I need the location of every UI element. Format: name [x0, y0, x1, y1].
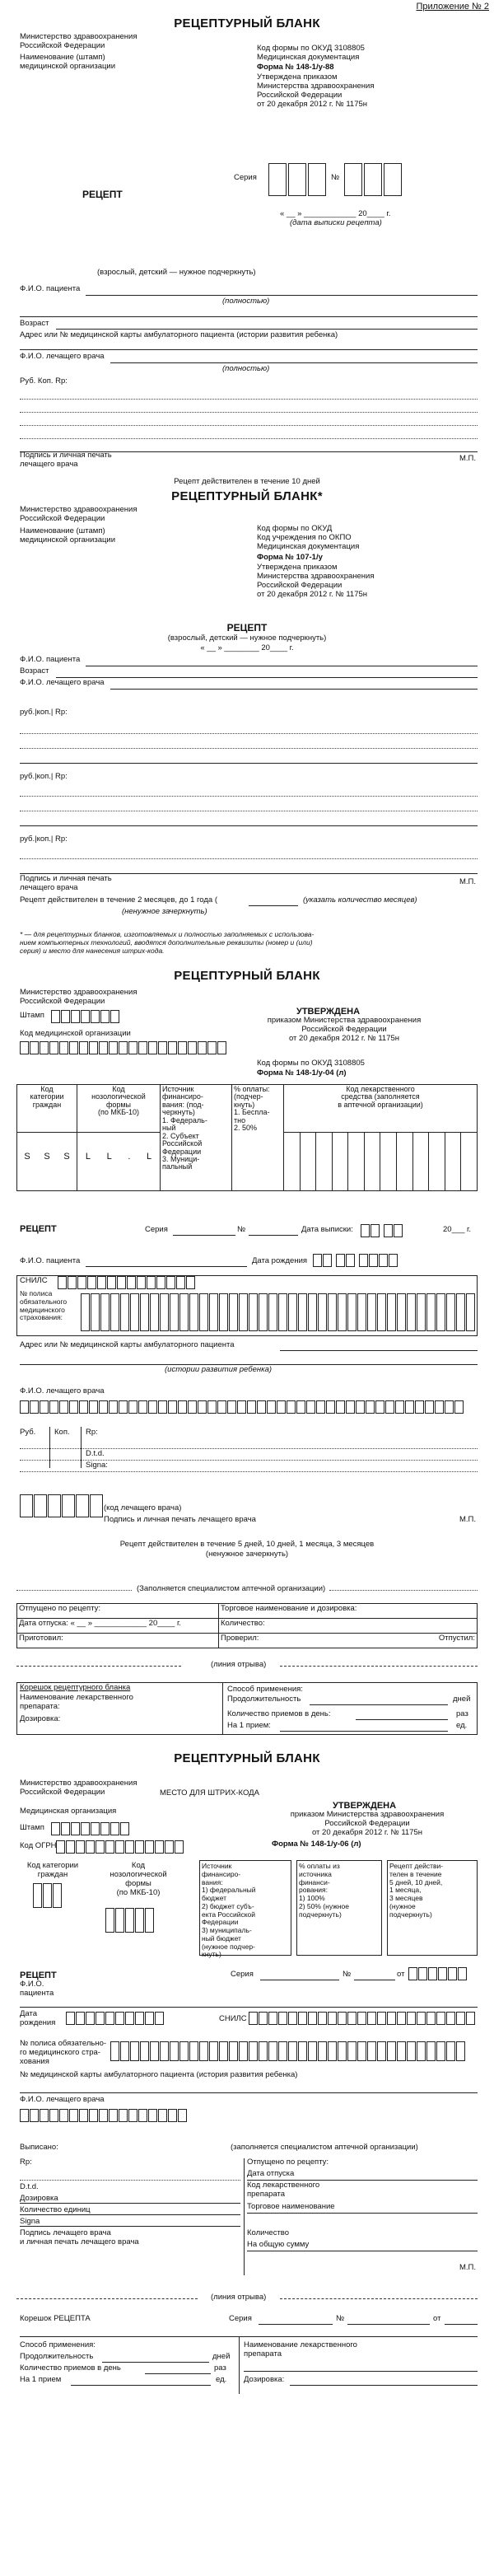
form4-date-cells[interactable] [408, 1967, 468, 1980]
form4-doctor-cells[interactable] [20, 2109, 188, 2122]
form1-number-cell[interactable] [364, 163, 382, 196]
form1-address-line[interactable] [20, 349, 478, 350]
form3-address-line[interactable] [280, 1350, 478, 1351]
form4-units: Количество единиц [20, 2205, 91, 2214]
form3-stamp-label: Штамп [20, 1011, 44, 1020]
form4-rp-line [20, 2214, 240, 2215]
form3-policy-cells[interactable] [81, 1293, 476, 1331]
form2-stamp: Наименование (штамп) медицинской организации [20, 526, 116, 545]
form3-doctor-cells[interactable] [20, 1400, 464, 1414]
form3-letter: L [147, 1152, 152, 1162]
form3-letter: S [44, 1152, 50, 1162]
form3-stub-drug: Наименование лекарственного препарата: [20, 1693, 133, 1711]
form4-stub-duration-line[interactable] [102, 2362, 209, 2363]
form2-footnote: * — для рецептурных бланков, изготовляемых и полностью заполняемых с использова- нием компьютерных технологий, вводятся дополнительные реквизиты (номер и (или) серия) и место для нанесения штрих-кода. [20, 930, 315, 955]
form1-date-hint: (дата выписки рецепта) [290, 218, 382, 227]
form3-released[interactable]: Отпущено по рецепту: [17, 1604, 219, 1619]
form1-approved: Утверждена приказом Министерства здравоохранения Российской Федерации от 20 декабря 2012 г. № 1175н [257, 72, 375, 109]
form3-dtd: D.t.d. [86, 1449, 105, 1458]
form3-cut-line [16, 1666, 181, 1667]
form3-cut-line [280, 1666, 478, 1667]
form2-rp-line [20, 733, 478, 734]
form3-doc-code-label: (код лечащего врача) [104, 1503, 182, 1512]
form3-ed: ед. [456, 1721, 468, 1730]
form4-card-line[interactable] [20, 2092, 478, 2093]
form4-rp-line [20, 2180, 240, 2181]
form4-pharmacy-line [247, 2180, 478, 2181]
form4-stub-per-day: Количество приемов в день [20, 2363, 121, 2373]
form3-release-date[interactable]: Дата отпуска: « __ » ____________ 20____ г. [17, 1619, 219, 1634]
form3-issue-date-cells[interactable] [361, 1224, 403, 1237]
form3-trade[interactable]: Торговое наименование и дозировка: [219, 1604, 478, 1619]
form4-stub-divider [239, 2336, 240, 2394]
form3-strike: (ненужное зачеркнуть) [205, 1550, 289, 1559]
form4-doc-sign: Подпись лечащего врача и личная печать лечащего врача [20, 2228, 139, 2246]
form1-age-label: Возраст [20, 319, 49, 328]
form1-series-label: Серия [234, 173, 257, 182]
form3-letter: L [85, 1152, 91, 1162]
form3-letter: S [24, 1152, 30, 1162]
form3-letter: S [63, 1152, 70, 1162]
form1-rp-line [20, 425, 478, 426]
form1-address-label: Адрес или № медицинской карты амбулаторного пациента (истории развития ребенка) [20, 330, 338, 339]
form4-stub-from: от [433, 2314, 441, 2323]
form3-org-code-cells[interactable] [20, 1041, 227, 1054]
form4-stub-dose-line[interactable] [290, 2385, 478, 2386]
form4-stub-method: Способ применения: [20, 2340, 96, 2349]
form4-rp: Rp: [20, 2158, 32, 2167]
form4-approved: приказом Министерства здравоохранения Российской Федерации от 20 декабря 2012 г. № 1175н [290, 1810, 445, 1837]
form3-qty[interactable]: Количество: [219, 1619, 478, 1634]
form3-prepared[interactable]: Приготовил: [17, 1634, 219, 1648]
form4-stub-days: дней [212, 2352, 231, 2361]
form3-rp-line [20, 1471, 478, 1472]
form4-pharmacy-label: (заполняется специалистом аптечной организации) [231, 2143, 418, 2152]
form3-duration-line[interactable] [310, 1704, 448, 1705]
form4-release-date: Дата отпуска [247, 2169, 295, 2178]
form2-form-number: Форма № 107-1/у [257, 553, 323, 562]
form4-org-label: Медицинская организация [20, 1807, 117, 1816]
form2-signature: Подпись и личная печать лечащего врача [20, 874, 112, 892]
form2-strike: (ненужное зачеркнуть) [122, 907, 207, 916]
form3-signa: Signa: [86, 1461, 108, 1470]
form2-rub2: руб.|коп.| Rp: [20, 772, 68, 781]
form3-birth-cells[interactable] [313, 1254, 398, 1267]
form3-pharmacy-divider [16, 1590, 132, 1591]
form4-fio-label: Ф.И.О. пациента [20, 1980, 54, 1998]
form2-rp-line [20, 748, 478, 749]
form4-stub-duration: Продолжительность [20, 2352, 94, 2361]
form4-total: На общую сумму [247, 2240, 310, 2249]
form4-qty: Количество [247, 2228, 290, 2237]
form4-stub-drug-line[interactable] [244, 2371, 478, 2372]
form4-col-financing: Источник финансиро- вания: 1) федеральный бюджет 2) бюджет субъ- екта Российской Федерации 3) муниципаль- ный бюджет (нужное подчер- кнуть) [199, 1860, 291, 1956]
form1-series-cell[interactable] [308, 163, 326, 196]
form1-title: РЕЦЕПТУРНЫЙ БЛАНК [174, 16, 320, 30]
form1-recipe-heading: РЕЦЕПТ [82, 189, 123, 200]
form2-doctor-line[interactable] [110, 689, 478, 690]
form4-card-label: № медицинской карты амбулаторного пациента (история развития ребенка) [20, 2070, 298, 2079]
form3-times: раз [456, 1709, 468, 1718]
form3-col-drug: Код лекарственного средства (заполняется в аптечной организации) [284, 1085, 478, 1133]
form4-cut-line [16, 2298, 198, 2299]
form3-validity: Рецепт действителен в течение 5 дней, 10 дней, 1 месяца, 3 месяцев [119, 1540, 375, 1549]
form3-recipe-heading: РЕЦЕПТ [20, 1224, 57, 1234]
form2-rp-line [20, 825, 478, 826]
form1-patient-type: (взрослый, детский — нужное подчеркнуть) [97, 268, 256, 277]
form4-stamp-label: Штамп [20, 1823, 44, 1832]
form4-snils-cells[interactable] [249, 2012, 476, 2025]
form1-okud: Код формы по ОКУД 3108805 Медицинская документация [257, 44, 365, 62]
form1-doctor-hint: (полностью) [222, 364, 270, 373]
form1-ministry: Министерство здравоохранения Российской Федерации [20, 32, 137, 50]
appendix-label: Приложение № 2 [416, 2, 489, 12]
form4-ministry: Министерство здравоохранения Российской Федерации [20, 1779, 137, 1797]
form2-codes: Код формы по ОКУД Код учреждения по ОКПО Медицинская документация [257, 524, 360, 551]
form1-fio-line[interactable] [86, 295, 478, 296]
form4-pharmacy-line [247, 2213, 478, 2214]
form4-dtd: D.t.d. [20, 2182, 39, 2191]
form4-cut-label: (линия отрыва) [211, 2293, 267, 2302]
form4-birth-label: Дата рождения [20, 2009, 56, 2027]
form3-kop: Коп. [54, 1428, 70, 1437]
form3-column-bar [81, 1427, 82, 1468]
form3-birth-label: Дата рождения [252, 1256, 308, 1265]
form3-cut-label: (линия отрыва) [211, 1660, 267, 1669]
form1-doctor-line[interactable] [110, 362, 478, 363]
form3-signature: Подпись и личная печать лечащего врача [104, 1515, 256, 1524]
form3-drug-cells[interactable] [284, 1133, 478, 1191]
form4-fio-line[interactable] [20, 2007, 478, 2008]
form1-number-cell[interactable] [384, 163, 402, 196]
form3-stub-title: Корешок рецептурного бланка [20, 1683, 131, 1692]
form3-number-line[interactable] [249, 1235, 298, 1236]
form4-trade: Торговое наименование [247, 2202, 335, 2211]
form4-drug-name: Код лекарственного препарата [247, 2181, 320, 2199]
form3-rp: Rp: [86, 1428, 98, 1437]
form4-category-cells[interactable] [33, 1883, 63, 1908]
form3-okud: Код формы по ОКУД 3108805 [257, 1059, 365, 1068]
form1-signature: Подпись и личная печать лечащего врача [20, 451, 112, 469]
form3-stub-divider [222, 1682, 223, 1735]
form3-ministry: Министерство здравоохранения Российской Федерации [20, 988, 137, 1006]
form3-title: РЕЦЕПТУРНЫЙ БЛАНК [174, 969, 320, 983]
form1-series-cell[interactable] [268, 163, 287, 196]
form1-validity: Рецепт действителен в течение 10 дней [174, 477, 320, 486]
form1-number-cell[interactable] [344, 163, 362, 196]
form3-pharmacy-divider [329, 1590, 478, 1591]
form2-mp: М.П. [459, 877, 477, 886]
form4-stub-drug: Наименование лекарственного препарата [244, 2340, 357, 2359]
form1-mp: М.П. [459, 454, 477, 463]
form2-validity-hint: (указать количество месяцев) [303, 895, 417, 905]
form4-series-label: Серия [231, 1970, 254, 1979]
form3-col-category: Код категории граждан [17, 1085, 77, 1133]
form3-checked[interactable]: Проверил: [221, 1634, 259, 1643]
form1-age-line[interactable] [56, 329, 478, 330]
form1-date-line[interactable]: « __ » ____________ 20____ г. [280, 209, 391, 218]
form1-rp-line [20, 412, 478, 413]
form3-method: Способ применения: [227, 1685, 303, 1694]
form3-policy-label: № полиса обязательного медицинского страхования: [20, 1289, 68, 1322]
form4-stub-ed: ед. [216, 2375, 227, 2384]
form1-rp-line [20, 438, 478, 439]
form3-category-cells[interactable] [17, 1133, 77, 1191]
form4-signa: Signa [20, 2217, 40, 2226]
form4-snils-label: СНИЛС [219, 2014, 247, 2023]
form4-policy-cells[interactable] [110, 2041, 466, 2061]
form2-rp-line [20, 858, 478, 859]
form2-rp-line [20, 796, 478, 797]
form3-per-dose: На 1 прием: [227, 1721, 271, 1730]
form1-fio-hint: (полностью) [222, 297, 270, 306]
form3-series-line[interactable] [173, 1235, 235, 1236]
form4-written: Выписано: [20, 2143, 58, 2152]
form4-dose: Дозировка [20, 2194, 58, 2203]
form1-stamp: Наименование (штамп) медицинской организации [20, 53, 116, 71]
form3-stamp-cells[interactable] [51, 1010, 120, 1023]
form2-validity: Рецепт действителен в течение 2 месяцев, до 1 года ( [20, 895, 218, 905]
form4-barcode: МЕСТО ДЛЯ ШТРИХ-КОДА [160, 1788, 259, 1798]
form4-rp-line [20, 2203, 240, 2204]
form3-issue-date-label: Дата выписки: [301, 1225, 353, 1234]
form2-doctor-label: Ф.И.О. лечащего врача [20, 678, 105, 687]
form3-snils-cells[interactable] [58, 1276, 196, 1289]
form4-number-label: № [343, 1970, 352, 1979]
form3-history-hint: (истории развития ребенка) [165, 1365, 273, 1374]
form3-approved: приказом Министерства здравоохранения Российской Федерации от 20 декабря 2012 г. № 1175н [267, 1016, 422, 1043]
form3-address-label: Адрес или № медицинской карты амбулаторного пациента [20, 1340, 235, 1349]
form3-col-nosology: Код нозологической формы (по МКБ-10) [77, 1085, 161, 1133]
form4-stub-number-line[interactable] [347, 2324, 430, 2325]
form2-rub1: руб.|коп.| Rp: [20, 708, 68, 717]
form1-form-number: Форма № 148-1/у-88 [257, 63, 334, 72]
form3-series-label: Серия [145, 1225, 168, 1234]
form4-stub-per-day-line[interactable] [145, 2373, 211, 2374]
form3-letter: . [128, 1152, 131, 1162]
form3-per-day: Количество приемов в день: [227, 1709, 331, 1718]
form4-policy-label: № полиса обязательно- го медицинского стра- хования [20, 2039, 107, 2066]
form3-stub-dose: Дозировка: [20, 1714, 61, 1723]
form4-doctor-label: Ф.И.О. лечащего врача [20, 2095, 105, 2104]
form4-col-payment: % оплаты из источника финанси- рования: 1) 100% 2) 50% (нужное подчеркнуть) [296, 1860, 382, 1956]
form4-stub-per-dose: На 1 прием [20, 2375, 62, 2384]
form3-form-number: Форма № 148-1/у-04 (л) [257, 1068, 347, 1078]
form4-birth-cells[interactable] [66, 2012, 165, 2025]
form3-doctor-label: Ф.И.О. лечащего врача [20, 1386, 105, 1396]
form3-pharmacy-table [16, 1603, 478, 1648]
form4-col-category: Код категории граждан [26, 1861, 79, 1879]
form4-stub-number: № [336, 2314, 345, 2323]
form3-fio-label: Ф.И.О. пациента [20, 1256, 81, 1265]
form2-date-line[interactable]: « __ » ________ 20____ г. [200, 643, 294, 652]
form3-approved-head: УТВЕРЖДЕНА [296, 1007, 361, 1017]
form3-per-day-line[interactable] [356, 1719, 448, 1720]
form4-stub-title: Корешок РЕЦЕПТА [20, 2314, 91, 2323]
form2-recipe-heading: РЕЦЕПТ [226, 622, 268, 633]
form3-snils-label: СНИЛС [20, 1276, 48, 1285]
form4-nosology-cells[interactable] [105, 1908, 155, 1933]
form4-col-validity: Рецепт действи- телен в течение 5 дней, 10 дней, 1 месяца, 3 месяцев (нужное подчеркнуть) [387, 1860, 478, 1956]
form1-number-label: № [331, 173, 340, 182]
form4-mp: М.П. [459, 2263, 477, 2272]
form2-title: РЕЦЕПТУРНЫЙ БЛАНК* [171, 489, 323, 503]
form3-col-payment: % оплаты: (подчер- кнуть) 1. Беспла- тно 2. 50% [232, 1085, 284, 1191]
form4-cut-line [280, 2298, 478, 2299]
form1-rub-label: Руб. Коп. Rp: [20, 376, 68, 386]
form4-col-nosology: Код нозологической формы (по МКБ-10) [110, 1861, 167, 1897]
form3-col-financing: Источник финансиро- вания: (под- черкнуть) 1. Федераль- ный 2. Субъект Российской Федерации 3. Муници- пальный [161, 1085, 232, 1191]
form4-stub-raz: раз [214, 2363, 226, 2373]
form4-stub-per-dose-line[interactable] [71, 2385, 211, 2386]
form2-months-line[interactable] [249, 905, 298, 906]
form4-ogrn-cells[interactable] [56, 1840, 184, 1854]
form3-pharmacy-label: (Заполняется специалистом аптечной организации) [137, 1584, 326, 1593]
form4-pharmacy-divider [244, 2158, 245, 2275]
form3-duration: Продолжительность [227, 1695, 301, 1704]
form3-released2[interactable]: Отпустил: [438, 1634, 475, 1643]
form4-stub-separator [20, 2336, 478, 2337]
form3-checked-released [219, 1634, 478, 1648]
form3-nosology-cells[interactable] [77, 1133, 161, 1191]
form3-number-label: № [237, 1225, 246, 1234]
form2-rub3: руб.|коп.| Rp: [20, 835, 68, 844]
form1-rp-line [20, 399, 478, 400]
form3-days: дней [453, 1695, 471, 1704]
form2-fio-label: Ф.И.О. пациента [20, 655, 81, 664]
form4-ogrn-label: Код ОГРН [20, 1841, 57, 1850]
form4-stamp-cells[interactable] [51, 1822, 130, 1835]
form3-mp: М.П. [459, 1515, 477, 1524]
form2-ministry: Министерство здравоохранения Российской Федерации [20, 505, 137, 523]
form4-released: Отпущено по рецепту: [247, 2158, 329, 2167]
form4-approved-head: УТВЕРЖДЕНА [333, 1801, 397, 1811]
form2-rp-line [20, 763, 478, 764]
form3-column-bar [49, 1427, 50, 1468]
form3-year: 20___ г. [443, 1225, 472, 1234]
form4-stub-dose: Дозировка: [244, 2375, 285, 2384]
form4-rp-line [20, 2226, 240, 2227]
form4-form-number: Форма № 148-1/у-06 (л) [272, 1840, 361, 1849]
form4-stub-series-line[interactable] [259, 2324, 333, 2325]
form1-series-cell[interactable] [288, 163, 306, 196]
form3-codes-table [16, 1084, 478, 1191]
form3-org-code-label: Код медицинской организации [20, 1029, 131, 1038]
form3-doc-code-cells[interactable] [20, 1494, 104, 1517]
form3-rub: Руб. [20, 1428, 36, 1437]
form4-recipe-heading: РЕЦЕПТ [20, 1971, 57, 1980]
form2-approved: Утверждена приказом Министерства здравоохранения Российской Федерации от 20 декабря 2012 г. № 1175н [257, 563, 375, 599]
form3-letter: L [106, 1152, 112, 1162]
form3-per-dose-line[interactable] [280, 1731, 448, 1732]
form4-title: РЕЦЕПТУРНЫЙ БЛАНК [174, 1751, 320, 1765]
form2-age-label: Возраст [20, 666, 49, 676]
form2-age-line[interactable] [56, 677, 478, 678]
form2-patient-type: (взрослый, детский — нужное подчеркнуть) [167, 633, 327, 643]
form1-fio-label: Ф.И.О. пациента [20, 284, 81, 293]
form4-stub-series: Серия [229, 2314, 252, 2323]
form3-fio-line[interactable] [86, 1266, 247, 1267]
form1-fio-line2[interactable] [20, 316, 478, 317]
form4-from-label: от [397, 1970, 405, 1979]
form4-stub-date-line[interactable] [445, 2324, 478, 2325]
form1-doctor-label: Ф.И.О. лечащего врача [20, 352, 105, 361]
